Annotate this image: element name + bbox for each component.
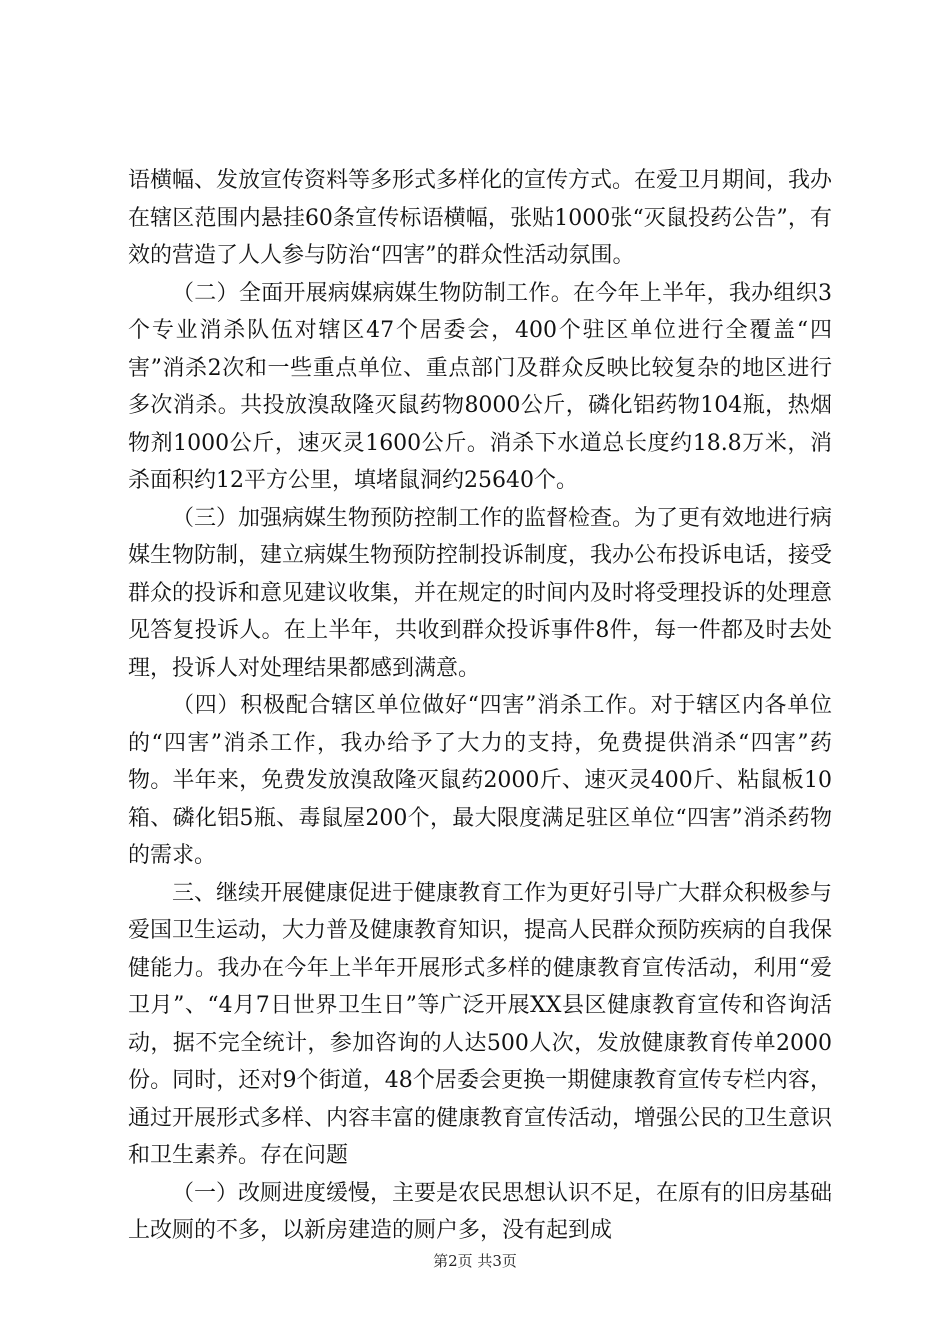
paragraph-1: 语横幅、发放宣传资料等多形式多样化的宣传方式。在爱卫月期间，我办在辖区范围内悬挂60条宣传标语横幅，张贴1000张“灭鼠投药公告”，有效的营造了人人参与防治“四害”的群众性活动氛围。: [128, 168, 833, 268]
paragraph-6: （一）改厕进度缓慢，主要是农民思想认识不足，在原有的旧房基础上改厕的不多，以新房建造的厕户多，没有起到成: [128, 1180, 833, 1243]
page-footer: 第2页 共3页: [433, 1252, 517, 1270]
document-body: [128, 162, 832, 1250]
paragraph-5: 三、继续开展健康促进于健康教育工作为更好引导广大群众积极参与爱国卫生运动，大力普及健康教育知识，提高人民群众预防疾病的自我保健能力。我办在今年上半年开展形式多样的健康教育宣传活动，利用“爱卫月”、“4月7日世界卫生日”等广泛开展XX县区健康教育宣传和咨询活动，据不完全统计，参加咨询的人达500人次，发放健康教育传单2000份。同时，还对9个街道，48个居委会更换一期健康教育宣传专栏内容，通过开展形式多样、内容丰富的健康教育宣传活动，增强公民的卫生意识和卫生素养。存在问题: [128, 880, 833, 1168]
paragraph-4: （四）积极配合辖区单位做好“四害”消杀工作。对于辖区内各单位的“四害”消杀工作，我办给予了大力的支持，免费提供消杀“四害”药物。半年来，免费发放溴敌隆灭鼠药2000斤、速灭灵400斤、粘鼠板10箱、磷化铝5瓶、毒鼠屋200个，最大限度满足驻区单位“四害”消杀药物的需求。: [128, 693, 832, 868]
paragraph-3: （三）加强病媒生物预防控制工作的监督检查。为了更有效地进行病媒生物防制，建立病媒生物预防控制投诉制度，我办公布投诉电话，接受群众的投诉和意见建议收集，并在规定的时间内及时将受理投诉的处理意见答复投诉人。在上半年，共收到群众投诉事件8件，每一件都及时去处理，投诉人对处理结果都感到满意。: [128, 505, 833, 681]
paragraph-2: （二）全面开展病媒病媒生物防制工作。在今年上半年，我办组织3个专业消杀队伍对辖区47个居委会，400个驻区单位进行全覆盖“四害”消杀2次和一些重点单位、重点部门及群众反映比较复杂的地区进行多次消杀。共投放溴敌隆灭鼠药物8000公斤，磷化铝药物104瓶，热烟物剂1000公斤，速灭灵1600公斤。消杀下水道总长度约18.8万米，消杀面积约12平方公里，填堵鼠洞约25640个。: [128, 280, 832, 493]
